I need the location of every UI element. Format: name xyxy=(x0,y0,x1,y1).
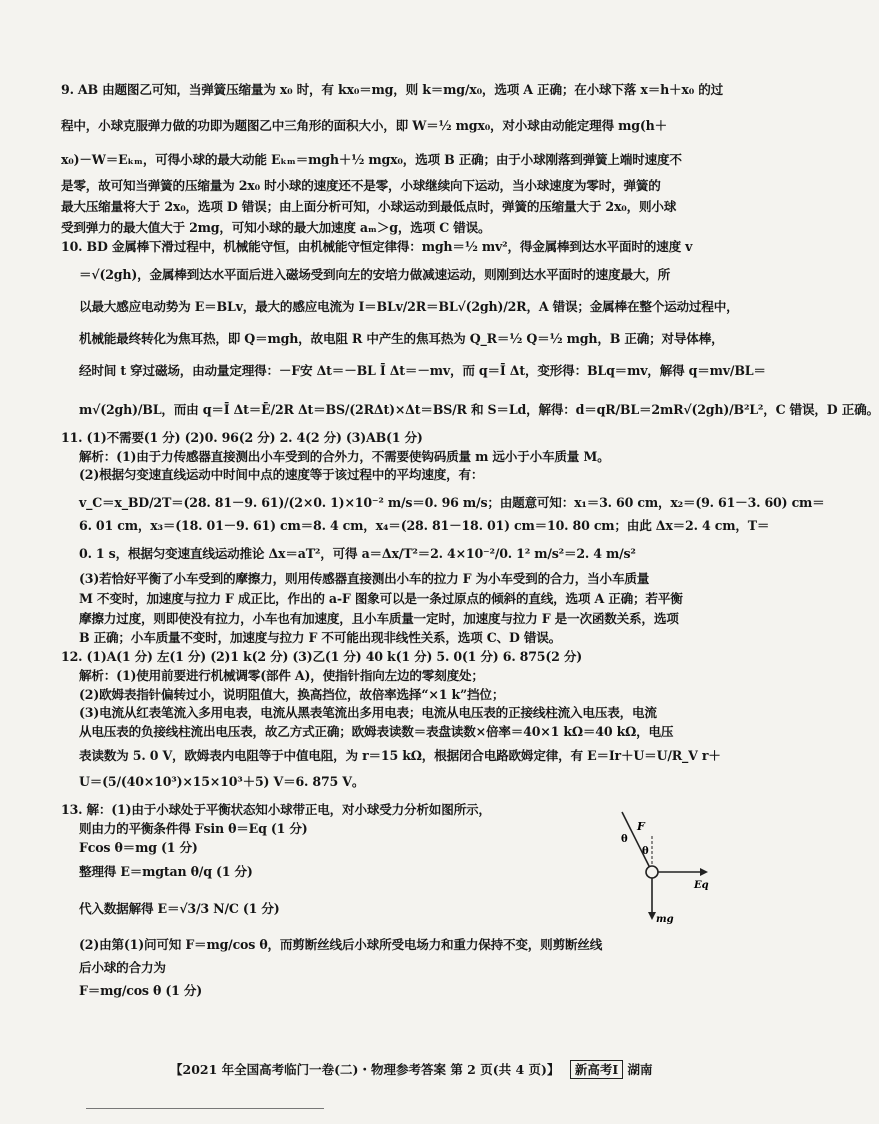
line-q10-1: 10. BD 金属棒下滑过程中，机械能守恒，由机械能守恒定律得：mgh＝½ mv²，得金属棒到达水平面时的速度 v xyxy=(61,239,693,254)
line-q11-7: (3)若恰好平衡了小车受到的摩擦力，则用传感器直接测出小车的拉力 F 为小车受到的合力，当小车质量 xyxy=(79,571,650,586)
page-footer xyxy=(170,1064,730,1077)
line-q12-4: (3)电流从红表笔流入多用电表，电流从黑表笔流出多用电表；电流从电压表的正接线柱流入电压表，电流 xyxy=(79,705,657,720)
label-f: F xyxy=(637,820,645,833)
line-q12-7: U＝(5/(40×10³)×15×10³＋5) V＝6. 875 V。 xyxy=(79,774,365,789)
line-q11-3: (2)根据匀变速直线运动中时间中点的速度等于该过程中的平均速度，有： xyxy=(79,467,484,482)
line-q10-4: 机械能最终转化为焦耳热，即 Q＝mgh，故电阻 R 中产生的焦耳热为 Q_R＝½ Q＝½ mgh，B 正确；对导体棒， xyxy=(79,331,724,346)
line-q9-3: x₀)－W＝Eₖₘ，可得小球的最大动能 Eₖₘ＝mgh＋½ mgx₀，选项 B 正确；由于小球刚落到弹簧上端时速度不 xyxy=(61,152,682,167)
line-q9-1: 9. AB 由题图乙可知，当弹簧压缩量为 x₀ 时，有 kx₀＝mg，则 k＝mg/x₀，选项 A 正确；在小球下落 x＝h＋x₀ 的过 xyxy=(61,82,724,97)
footer-region: 湖南 xyxy=(627,1062,653,1077)
line-q12-3: (2)欧姆表指针偏转过小，说明阻值大，换高挡位，故倍率选择“×1 k”挡位； xyxy=(79,687,505,702)
line-q11-4: v_C＝x_BD/2T＝(28. 81－9. 61)/(2×0. 1)×10⁻² m/s＝0. 96 m/s；由题意可知：x₁＝3. 60 cm，x₂＝(9. 61－3. 60) cm＝ xyxy=(79,495,825,510)
label-mg: mg xyxy=(656,914,674,925)
line-q13-1: 13. 解：(1)由于小球处于平衡状态知小球带正电，对小球受力分析如图所示， xyxy=(61,802,491,817)
line-q13-3: Fcos θ＝mg (1 分) xyxy=(79,840,198,855)
line-q11-10: B 正确；小车质量不变时，加速度与拉力 F 不可能出现非线性关系，选项 C、D 错误。 xyxy=(79,630,562,645)
line-q10-5: 经时间 t 穿过磁场，由动量定理得：－F安 Δt＝－BL Ī Δt＝－mv，而 q＝Ī Δt，变形得：BLq＝mv，解得 q＝mv/BL＝ xyxy=(79,363,766,378)
line-q10-3: 以最大感应电动势为 E＝BLv，最大的感应电流为 I＝BLv/2R＝BL√(2gh)/2R，A 错误；金属棒在整个运动过程中， xyxy=(79,299,739,314)
line-q13-4: 整理得 E＝mgtan θ/q (1 分) xyxy=(79,864,253,879)
line-q13-7: 后小球的合力为 xyxy=(79,960,166,975)
footer-title: 【2021 年全国高考临门一卷(二)・物理参考答案 第 2 页(共 4 页)】 xyxy=(170,1062,560,1077)
line-q9-6: 受到弹力的最大值大于 2mg，可知小球的最大加速度 aₘ＞g，选项 C 错误。 xyxy=(61,220,491,235)
line-q13-5: 代入数据解得 E＝√3/3 N/C (1 分) xyxy=(79,901,280,916)
line-q11-answer: 11. (1)不需要(1 分) (2)0. 96(2 分) 2. 4(2 分) (3)AB(1 分) xyxy=(61,430,423,445)
ball xyxy=(646,866,658,878)
label-theta-2: θ xyxy=(642,846,649,857)
eq-arrow-head xyxy=(700,868,708,876)
line-q9-4: 是零，故可知当弹簧的压缩量为 2x₀ 时小球的速度还不是零，小球继续向下运动，当小球速度为零时，弹簧的 xyxy=(61,178,661,193)
mg-arrow-head xyxy=(648,912,656,920)
line-q9-5: 最大压缩量将大于 2x₀，选项 D 错误；由上面分析可知，小球运动到最低点时，弹簧的压缩量大于 2x₀，则小球 xyxy=(61,199,677,214)
label-theta-1: θ xyxy=(621,834,628,845)
line-q11-9: 摩擦力过度，则即使没有拉力，小车也有加速度，且小车质量一定时，加速度与拉力 F 是一次函数关系，选项 xyxy=(79,611,679,626)
footer-tag: 新高考Ⅰ xyxy=(570,1060,623,1079)
line-q11-2: 解析：(1)由于力传感器直接测出小车受到的合外力，不需要使钩码质量 m 远小于小车质量 M。 xyxy=(79,449,610,464)
line-q11-8: M 不变时，加速度与拉力 F 成正比，作出的 a-F 图象可以是一条过原点的倾斜的直线，选项 A 正确；若平衡 xyxy=(79,591,683,606)
line-q13-8: F＝mg/cos θ (1 分) xyxy=(79,983,203,998)
line-q11-5: 6. 01 cm，x₃＝(18. 01－9. 61) cm＝8. 4 cm，x₄＝(28. 81－18. 01) cm＝10. 80 cm；由此 Δx＝2. 4 cm，T＝ xyxy=(79,518,770,533)
line-q11-6: 0. 1 s，根据匀变速直线运动推论 Δx＝aT²，可得 a＝Δx/T²＝2. 4×10⁻²/0. 1² m/s²＝2. 4 m/s² xyxy=(79,546,636,561)
line-q13-2: 则由力的平衡条件得 Fsin θ＝Eq (1 分) xyxy=(79,821,308,836)
line-q12-5: 从电压表的负接线柱流出电压表，故乙方式正确；欧姆表读数＝表盘读数×倍率＝40×1 kΩ＝40 kΩ，电压 xyxy=(79,724,674,739)
line-q10-6: m√(2gh)/BL，而由 q＝Ī Δt＝Ē/2R Δt＝BS/(2RΔt)×Δt＝BS/R 和 S＝Ld，解得：d＝qR/BL＝2mR√(2gh)/B²L²，C 错误，D 正确。 xyxy=(79,402,879,417)
force-diagram xyxy=(600,808,720,928)
line-q10-2: ＝√(2gh)，金属棒到达水平面后进入磁场受到向左的安培力做减速运动，则刚到达水平面时的速度最大，所 xyxy=(79,267,671,282)
line-q9-2: 程中，小球克服弹力做的功即为题图乙中三角形的面积大小，即 W＝½ mgx₀，对小球由动能定理得 mg(h＋ xyxy=(61,118,667,133)
bottom-rule xyxy=(86,1108,324,1109)
line-q12-6: 表读数为 5. 0 V，欧姆表内电阻等于中值电阻，为 r＝15 kΩ，根据闭合电路欧姆定律，有 E＝Ir＋U＝U/R_V r＋ xyxy=(79,748,721,763)
label-eq: Eq xyxy=(694,880,709,891)
line-q12-answer: 12. (1)A(1 分) 左(1 分) (2)1 k(2 分) (3)乙(1 分) 40 k(1 分) 5. 0(1 分) 6. 875(2 分) xyxy=(61,649,583,664)
line-q13-6: (2)由第(1)问可知 F＝mg/cos θ，而剪断丝线后小球所受电场力和重力保持不变，则剪断丝线 xyxy=(79,937,603,952)
line-q12-2: 解析：(1)使用前要进行机械调零(部件 A)，使指针指向左边的零刻度处； xyxy=(79,668,484,683)
